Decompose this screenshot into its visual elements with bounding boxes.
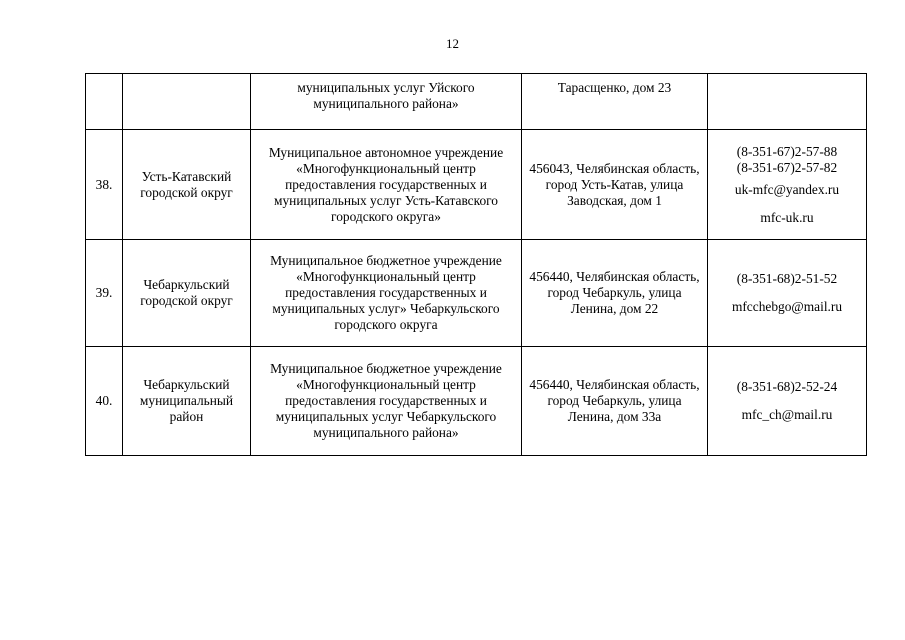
- phone-number: (8-351-68)2-52-24: [736, 379, 838, 394]
- cell-contacts: [708, 74, 867, 130]
- phone-number: (8-351-67)2-57-82: [736, 159, 838, 175]
- page-number: 12: [446, 36, 459, 51]
- table-row: [86, 347, 867, 456]
- email-address: mfc_ch@mail.ru: [741, 407, 833, 422]
- cell-address: 456440, Челябинская область, город Чебаркуль, улица Ленина, дом 33а: [522, 347, 708, 456]
- table-row: [86, 240, 867, 347]
- cell-address: 456043, Челябинская область, город Усть-Катав, улица Заводская, дом 1: [522, 130, 708, 240]
- table-row: [86, 130, 867, 240]
- cell-contacts: [708, 347, 867, 456]
- cell-municipality: Усть-Катавский городской округ: [123, 130, 251, 240]
- cell-number: 40.: [86, 347, 123, 456]
- cell-organization: Муниципальное бюджетное учреждение «Многофункциональный центр предоставления государственных и муниципальных услуг Чебаркульского муниципального района»: [251, 347, 522, 456]
- email-address: uk-mfc@yandex.ru: [734, 181, 840, 197]
- cell-contacts: [708, 240, 867, 347]
- cell-address: Тарасщенко, дом 23: [522, 74, 708, 130]
- mfc-table: [85, 73, 867, 456]
- email-address: mfcchebgo@mail.ru: [731, 299, 843, 314]
- phone-number: (8-351-67)2-57-88: [736, 143, 838, 159]
- cell-contacts: [708, 130, 867, 240]
- cell-municipality: [123, 74, 251, 130]
- cell-organization: Муниципальное бюджетное учреждение «Многофункциональный центр предоставления государственных и муниципальных услуг» Чебаркульского городского округа: [251, 240, 522, 347]
- cell-address: 456440, Челябинская область, город Чебаркуль, улица Ленина, дом 22: [522, 240, 708, 347]
- cell-number: 38.: [86, 130, 123, 240]
- website-address: mfc-uk.ru: [760, 209, 814, 225]
- cell-number: 39.: [86, 240, 123, 347]
- cell-organization: Муниципальное автономное учреждение «Многофункциональный центр предоставления государственных и муниципальных услуг Усть-Катавского городского округа»: [251, 130, 522, 240]
- phone-number: (8-351-68)2-51-52: [736, 271, 838, 286]
- table-row-continuation: [86, 74, 867, 130]
- cell-organization: муниципальных услуг Уйского муниципального района»: [251, 74, 522, 130]
- cell-municipality: Чебаркульский муниципальный район: [123, 347, 251, 456]
- cell-municipality: Чебаркульский городской округ: [123, 240, 251, 347]
- cell-number: [86, 74, 123, 130]
